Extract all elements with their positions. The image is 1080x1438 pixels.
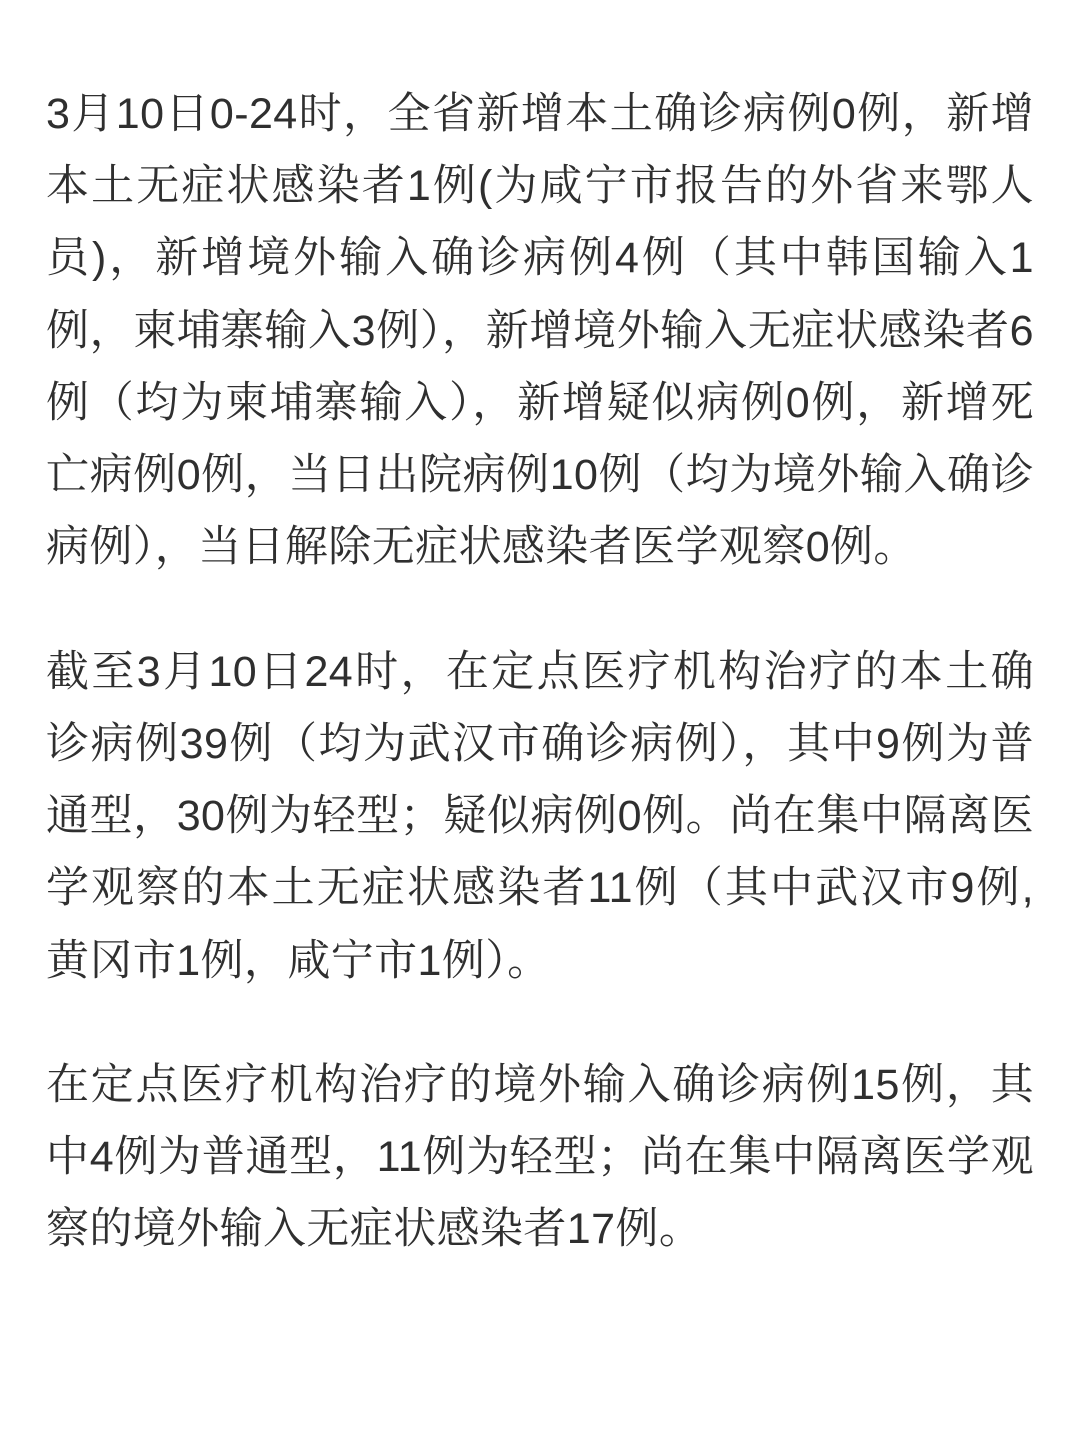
paragraph-imported-cases: 在定点医疗机构治疗的境外输入确诊病例15例，其中4例为普通型，11例为轻型；尚在集中隔离医学观察的境外输入无症状感染者17例。: [46, 1060, 1034, 1254]
paragraph-daily-report: 3月10日0-24时，全省新增本土确诊病例0例，新增本土无症状感染者1例(为咸宁市报告的外省来鄂人员)，新增境外输入确诊病例4例（其中韩国输入1例，柬埔寨输入3例），新增境外输入无症状感染者6例（均为柬埔寨输入），新增疑似病例0例，新增死亡病例0例，当日出院病例10例（均为境外输入确诊病例），当日解除无症状感染者医学观察0例。: [46, 90, 1034, 572]
paragraph-local-cumulative: 截至3月10日24时，在定点医疗机构治疗的本土确诊病例39例（均为武汉市确诊病例），其中9例为普通型，30例为轻型；疑似病例0例。尚在集中隔离医学观察的本土无症状感染者11例（其中武汉市9例,黄冈市1例，咸宁市1例）。: [46, 647, 1034, 985]
article-body: [46, 78, 1034, 1266]
